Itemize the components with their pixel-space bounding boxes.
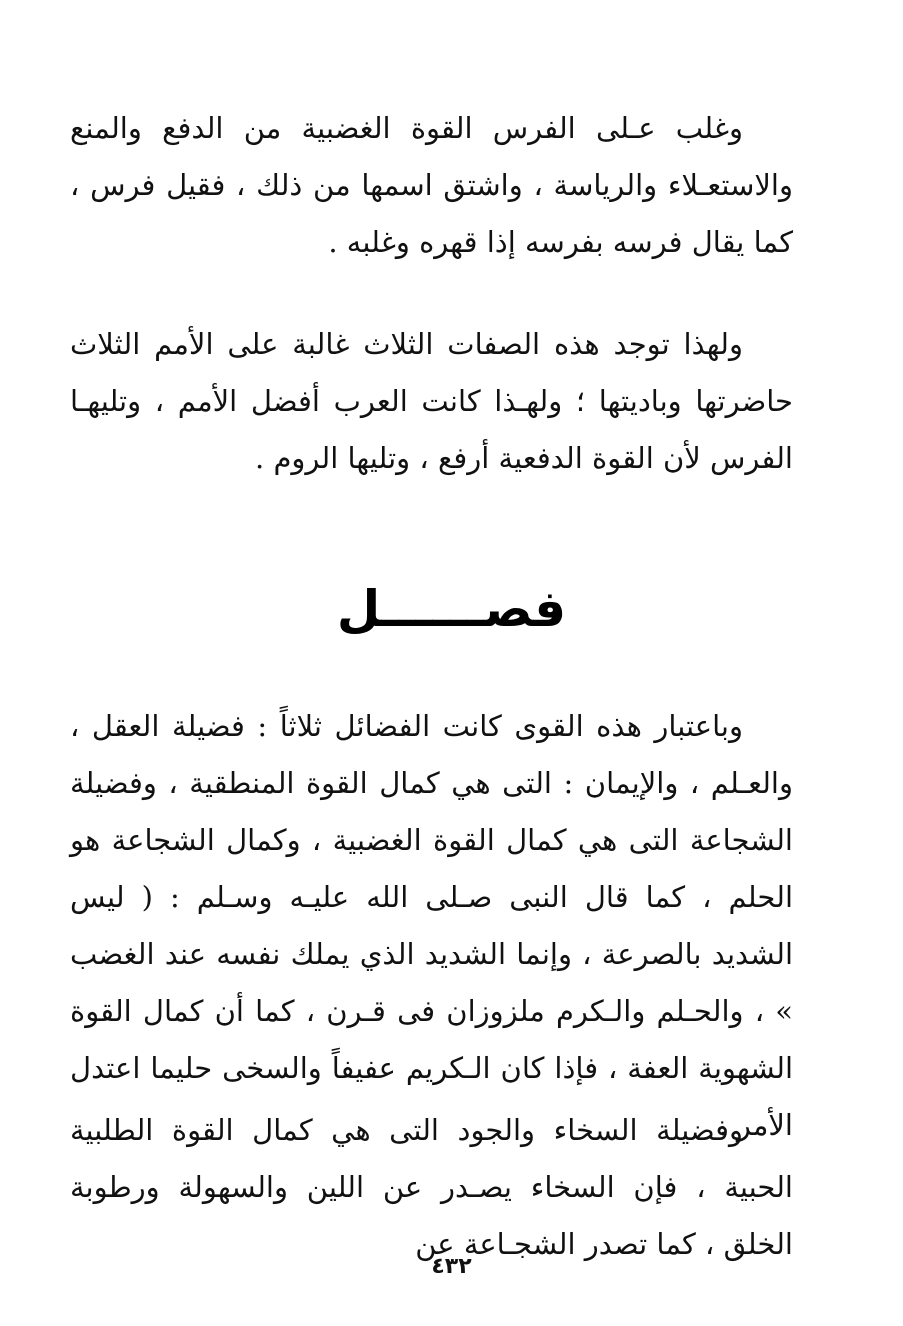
paragraph-text: وباعتبار هذه القوى كانت الفضائل ثلاثاً : فضيلة العقل ، والعـلم ، والإيمان : التى هي كمال القوة المنطقية ، وفضيلة الشجاعة التى هي كمال القوة الغضبية ، وكمال الشجاعة هو الحلم ، كما قال النبى صـلى الله عليـه وسـلم : ( ليس الشديد بالصرعة ، وإنما الشديد الذي يملك نفسه عند الغضب » ، والحـلم والـكرم ملزوزان فى قـرن ، كما أن كمال القوة الشهوية العفة ، فإذا كان الـكريم عفيفاً والسخى حليما اعتدل الأمر . xyxy=(70,709,793,1142)
paragraph-1 xyxy=(70,100,793,271)
section-heading-text: فصــــــل xyxy=(336,580,567,638)
paragraph-text: وفضيلة السخاء والجود التى هي كمال القوة الطلبية الحبية ، فإن السخاء يصـدر عن اللين والسهولة ورطوبة الخلق ، كما تصدر الشجـاعة عن xyxy=(70,1113,793,1261)
paragraph-text: ولهذا توجد هذه الصفات الثلاث غالبة على الأمم الثلاث حاضرتها وباديتها ؛ ولهـذا كانت العرب أفضل الأمم ، وتليهـا الفرس لأن القوة الدفعية أرفع ، وتليها الروم . xyxy=(70,327,793,475)
paragraph-text: وغلب عـلى الفرس القوة الغضبية من الدفع والمنع والاستعـلاء والرياسة ، واشتق اسمها من ذلك ، فقيل فرس ، كما يقال فرسه بفرسه إذا قهره وغلبه . xyxy=(70,111,793,259)
section-heading xyxy=(0,580,903,638)
paragraph-4 xyxy=(70,1102,793,1273)
page-number: ٤٣٢ xyxy=(431,1254,472,1279)
paragraph-3 xyxy=(70,698,793,1154)
paragraph-2 xyxy=(70,316,793,487)
